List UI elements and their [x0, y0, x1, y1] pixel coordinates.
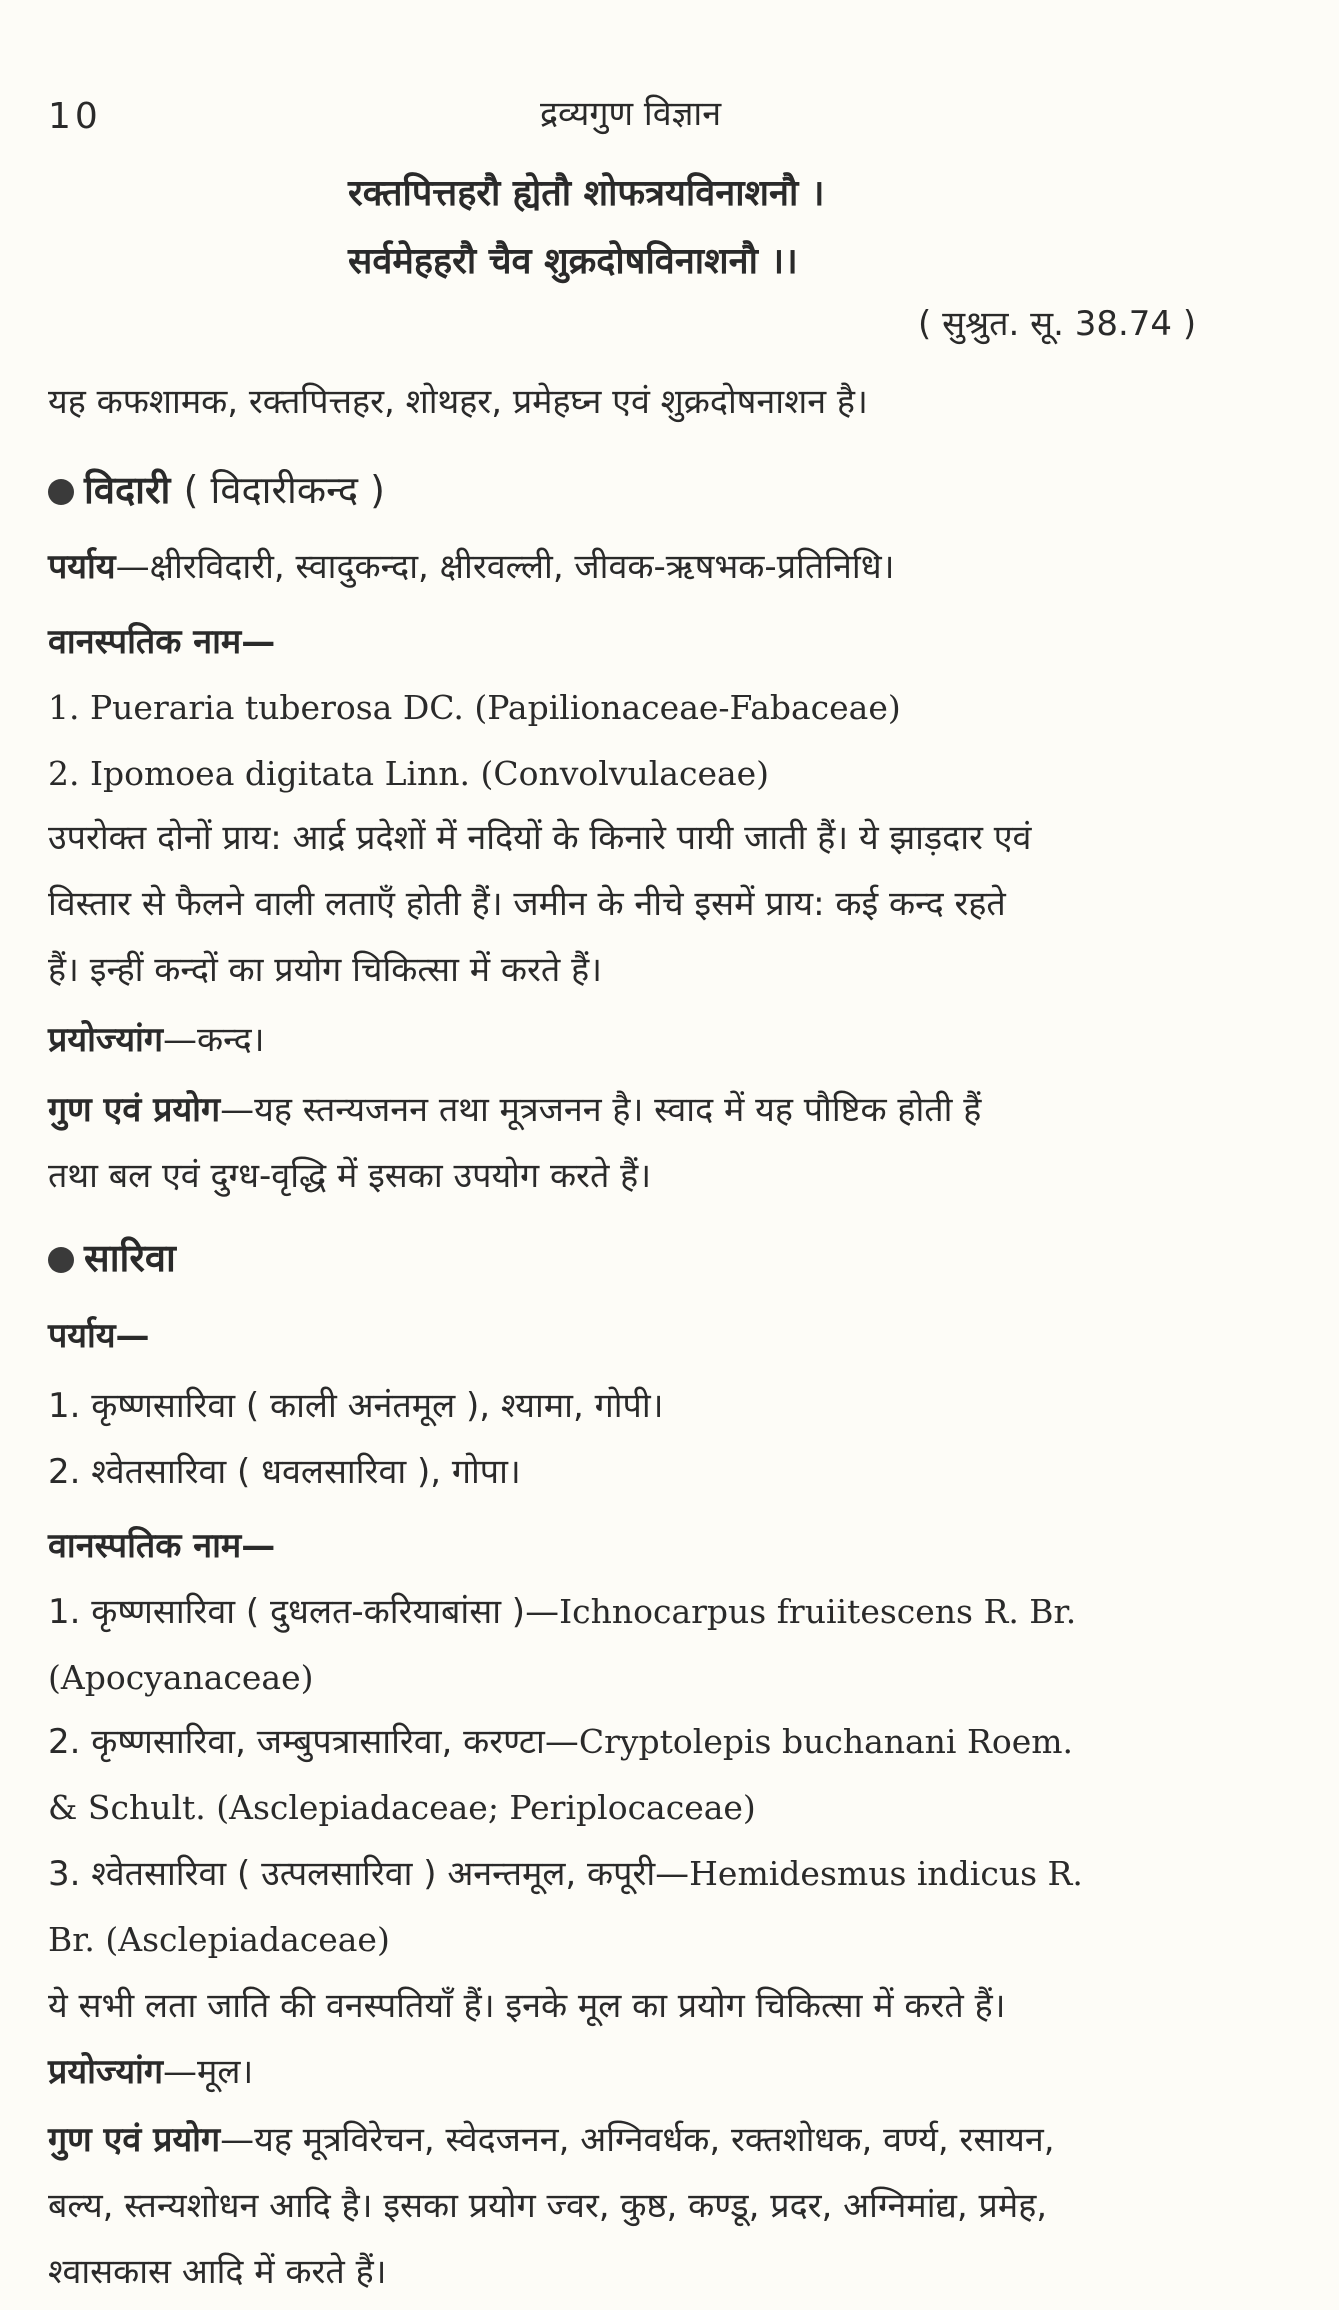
- sariva-botanical-3: 3. श्वेतसारिवा ( उत्पलसारिवा ) अनन्तमूल, कपूरी—Hemidesmus indicus R.: [48, 1854, 1083, 1894]
- vidari-desc-line-3: हैं। इन्हीं कन्दों का प्रयोग चिकित्सा में करते हैं।: [48, 950, 603, 990]
- vidari-desc-line-2: विस्तार से फैलने वाली लताएँ होती हैं। जमीन के नीचे इसमें प्राय: कई कन्द रहते: [48, 884, 1006, 924]
- vidari-properties-line-1: गुण एवं प्रयोग—यह स्तन्यजनन तथा मूत्रजनन है। स्वाद में यह पौष्टिक होती हैं: [48, 1090, 982, 1130]
- sariva-botanical-2: 2. कृष्णसारिवा, जम्बुपत्रासारिवा, करण्टा—Cryptolepis buchanani Roem.: [48, 1722, 1074, 1762]
- intro-paragraph: यह कफशामक, रक्तपित्तहर, शोथहर, प्रमेहघ्न एवं शुक्रदोषनाशन है।: [48, 382, 868, 422]
- vidari-desc-line-1: उपरोक्त दोनों प्राय: आर्द्र प्रदेशों में नदियों के किनारे पायी जाती हैं। ये झाड़दार एवं: [48, 818, 1032, 858]
- vidari-botanical-2: 2. Ipomoea digitata Linn. (Convolvulaceae): [48, 754, 770, 793]
- verse-line-2: सर्वमेहहरौ चैव शुक्रदोषविनाशनौ ।।: [348, 241, 798, 282]
- sariva-paryay-label: पर्याय—: [48, 1316, 150, 1356]
- sariva-botanical-1: 1. कृष्णसारिवा ( दुधलत-करियाबांसा )—Ichnocarpus fruiitescens R. Br.: [48, 1592, 1077, 1632]
- vidari-botanical-label: वानस्पतिक नाम—: [48, 622, 276, 662]
- page-number: 10: [48, 96, 102, 137]
- sariva-useful-part: प्रयोज्यांग—मूल।: [48, 2052, 254, 2092]
- sariva-botanical-3-family: Br. (Asclepiadaceae): [48, 1920, 390, 1959]
- bullet-icon: [48, 1247, 74, 1273]
- verse-line-1: रक्तपित्तहरौ ह्येतौ शोफत्रयविनाशनौ ।: [348, 173, 825, 214]
- section-heading-sariva: सारिवा: [48, 1236, 176, 1280]
- sariva-desc: ये सभी लता जाति की वनस्पतियाँ हैं। इनके मूल का प्रयोग चिकित्सा में करते हैं।: [48, 1986, 1006, 2026]
- running-header-title: द्रव्यगुण विज्ञान: [540, 94, 722, 134]
- sariva-botanical-label: वानस्पतिक नाम—: [48, 1526, 276, 1566]
- sariva-properties-line-3: श्वासकास आदि में करते हैं।: [48, 2252, 387, 2292]
- bullet-icon: [48, 479, 74, 505]
- sariva-botanical-1-family: (Apocyanaceae): [48, 1658, 314, 1697]
- sariva-botanical-2-family: & Schult. (Asclepiadaceae; Periplocaceae): [48, 1788, 756, 1827]
- vidari-useful-part: प्रयोज्यांग—कन्द।: [48, 1020, 265, 1060]
- sariva-paryay-1: 1. कृष्णसारिवा ( काली अनंतमूल ), श्यामा, गोपी।: [48, 1386, 664, 1426]
- section-heading-vidari: विदारी ( विदारीकन्द ): [48, 468, 385, 512]
- vidari-paryay: पर्याय—क्षीरविदारी, स्वादुकन्दा, क्षीरवल्ली, जीवक-ऋषभक-प्रतिनिधि।: [48, 547, 895, 587]
- vidari-properties-line-2: तथा बल एवं दुग्ध-वृद्धि में इसका उपयोग करते हैं।: [48, 1156, 652, 1196]
- verse-citation: ( सुश्रुत. सू. 38.74 ): [918, 304, 1197, 344]
- sariva-properties-line-2: बल्य, स्तन्यशोधन आदि है। इसका प्रयोग ज्वर, कुष्ठ, कण्डू, प्रदर, अग्निमांद्य, प्रमेह,: [48, 2186, 1048, 2226]
- sariva-properties-line-1: गुण एवं प्रयोग—यह मूत्रविरेचन, स्वेदजनन, अग्निवर्धक, रक्तशोधक, वर्ण्य, रसायन,: [48, 2120, 1055, 2160]
- sariva-paryay-2: 2. श्वेतसारिवा ( धवलसारिवा ), गोपा।: [48, 1452, 521, 1492]
- vidari-botanical-1: 1. Pueraria tuberosa DC. (Papilionaceae-Fabaceae): [48, 688, 901, 727]
- book-page: [48, 0, 1293, 2310]
